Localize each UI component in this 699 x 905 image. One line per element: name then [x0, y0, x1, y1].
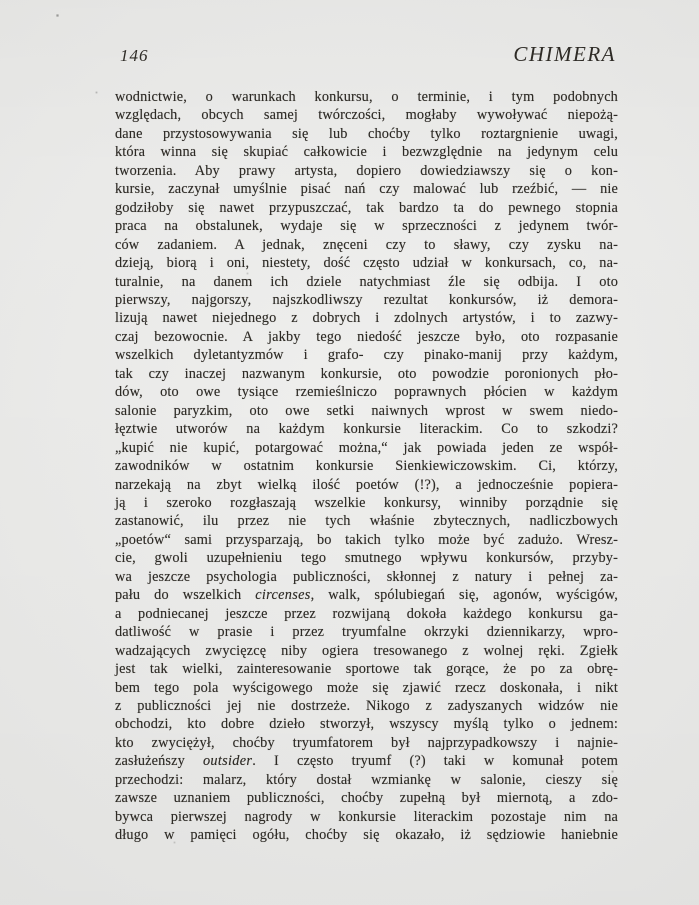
text-line: lizują nawet niejednego z dobrych i zdolnych artystów, i to zazwy- — [115, 310, 618, 327]
text-line: bem tego pola wyścigowego może się zjawić rzecz doskonała, i nikt — [115, 679, 618, 696]
paper-specks — [0, 0, 1, 1]
text-line: ców zadaniem. A jednak, znęceni czy to sławy, czy zysku na- — [115, 236, 618, 253]
text-line: dzieją, biorą i oni, niestety, dość często udział w konkursach, co, na- — [115, 255, 618, 272]
text-line: zasłużeńszy outsider. I często tryumf (?) taki w komunał potem — [115, 753, 618, 770]
page-content — [115, 42, 618, 845]
text-line: kursie, zaczynał umyślnie pisać nań czy malować lub rzeźbić, — nie — [115, 181, 618, 198]
text-line: dane przystosowywania się lub choćby tylko roztargnienie uwagi, — [115, 125, 618, 142]
text-line: narzekają na zbyt wielką ilość poetów (!?), a jednocześnie popiera- — [115, 476, 618, 493]
text-line: a podniecanej jeszcze przez rozwijaną dokoła każdego konkursu ga- — [115, 605, 618, 622]
text-line: pału do wszelkich circenses, walk, spólubiegań się, agonów, wyścigów, — [115, 587, 618, 604]
text-line: godziłoby się nawet przypuszczać, tak bardzo ta do pewnego stopnia — [115, 199, 618, 216]
text-line: „kupić nie kupić, potargować można,“ jak powiada jeden ze współ- — [115, 439, 618, 456]
text-line: dów, oto owe tysiące rzemieślniczo poprawnych płócien w każdym — [115, 384, 618, 401]
text-line: tworzenia. Aby prawy artysta, dopiero dowiedziawszy się o kon- — [115, 162, 618, 179]
text-line: praca na obstalunek, wydaje się w sprzeczności z jedynem twór- — [115, 218, 618, 235]
text-line: tak czy inaczej nazwanym konkursie, oto powodzie poronionych pło- — [115, 365, 618, 382]
text-line: przechodzi: malarz, który dostał wzmiankę w salonie, cieszy się — [115, 771, 618, 788]
text-line: względach, obcych samej twórczości, mogłaby wywoływać niepożą- — [115, 107, 618, 124]
text-line: bywca pierwszej nagrody w konkursie literackim pozostaje nim na — [115, 808, 618, 825]
text-line: zawodników w ostatnim konkursie Sienkiewiczowskim. Ci, którzy, — [115, 458, 618, 475]
body-text — [115, 88, 618, 845]
text-line: która winna się skupiać całkowicie i bezwzględnie na jedynym celu — [115, 144, 618, 161]
text-line: wodnictwie, o warunkach konkursu, o terminie, i tym podobnych — [115, 89, 618, 105]
text-line: czaj bezowocnie. A jakby tego niedość jeszcze było, oto rozpasanie — [115, 328, 618, 345]
text-line: długo w pamięci ogółu, choćby się okazało, iż sędziowie haniebnie — [115, 827, 618, 844]
text-line: datliwość w prasie i przez tryumfalne okrzyki dziennikarzy, wpro- — [115, 624, 618, 641]
text-line: pierwszy, najgorszy, najszkodliwszy rezultat konkursów, iż demora- — [115, 291, 618, 308]
text-line: turalnie, na danem ich dziele natychmiast źle się odbija. I oto — [115, 273, 618, 290]
text-line: jest tak wielki, zainteresowanie sportowe tak gorące, że po za obrę- — [115, 661, 618, 678]
text-line: z publiczności jej nie dostrzeże. Nikogo z zadyszanych widzów nie — [115, 697, 618, 714]
text-line: obchodzi, kto dobre dzieło stworzył, wszyscy myślą tylko o jednem: — [115, 716, 618, 733]
text-line: kto zwyciężył, choćby tryumfatorem był najprzypadkowszy i najnie- — [115, 734, 618, 751]
text-line: wadzających zwycięzcę niby ogiera tresowanego z wolnej ręki. Zgiełk — [115, 642, 618, 659]
text-line: zawsze uznaniem publiczności, choćby zupełną był miernotą, a zdo- — [115, 790, 618, 807]
text-line: wszelkich dyletantyzmów i grafo- czy pinako-manij przy każdym, — [115, 347, 618, 364]
text-line: łęztwie utworów na każdym konkursie literackim. Co to szkodzi? — [115, 421, 618, 438]
journal-title: CHIMERA — [513, 42, 616, 66]
running-header — [115, 42, 618, 68]
text-line: wa jeszcze psychologia publiczności, skłonnej z natury i pełnej za- — [115, 568, 618, 585]
text-line: ją i szeroko rozgłaszają wszelkie konkursy, winniby porządnie się — [115, 494, 618, 511]
text-line: salonie paryzkim, oto owe setki naiwnych wprost w swem niedo- — [115, 402, 618, 419]
page-number: 146 — [120, 46, 149, 65]
text-line: „poetów“ sami przysparzają, bo takich tylko może być zadużo. Wresz- — [115, 531, 618, 548]
text-line: cie, gwoli uzupełnieniu tego smutnego wpływu konkursów, przyby- — [115, 550, 618, 567]
text-line: zastanowić, ilu przez nie tych właśnie zbytecznych, nadliczbowych — [115, 513, 618, 530]
